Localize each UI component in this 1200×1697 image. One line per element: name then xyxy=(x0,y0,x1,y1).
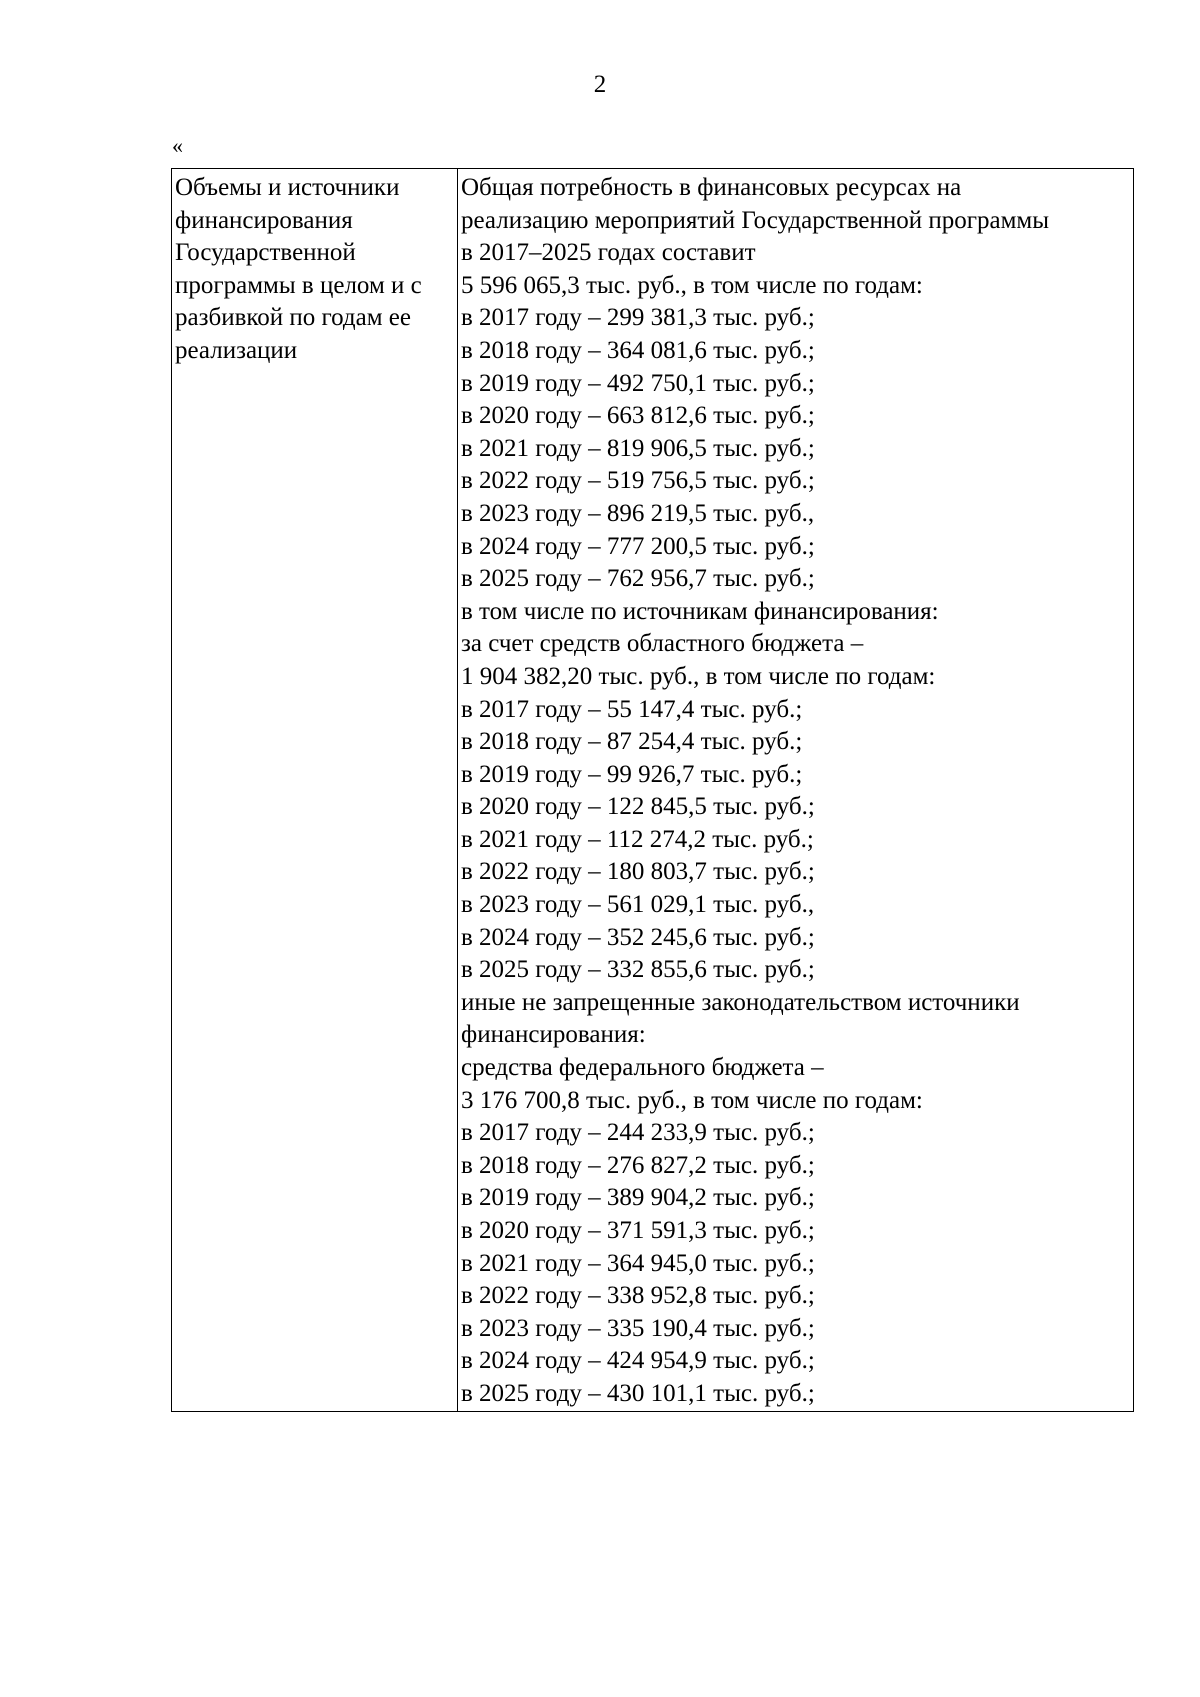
content-line: в 2019 году – 389 904,2 тыс. руб.; xyxy=(461,1184,815,1212)
content-line: в 2020 году – 371 591,3 тыс. руб.; xyxy=(461,1217,815,1244)
label-line: Объемы и источники xyxy=(175,174,400,201)
content-line: в 2021 году – 364 945,0 тыс. руб.; xyxy=(461,1249,815,1277)
label-cell xyxy=(172,169,458,1412)
content-line: в 2018 году – 87 254,4 тыс. руб.; xyxy=(461,728,803,756)
content-line: реализацию мероприятий Государственной программы xyxy=(461,206,1050,234)
content-line: в 2018 году – 276 827,2 тыс. руб.; xyxy=(461,1151,815,1179)
content-cell xyxy=(458,169,1134,1412)
content-line: в том числе по источникам финансирования: xyxy=(461,597,939,625)
content-line: в 2024 году – 424 954,9 тыс. руб.; xyxy=(461,1347,815,1375)
content-line: Общая потребность в финансовых ресурсах на xyxy=(461,174,962,201)
content-line: за счет средств областного бюджета – xyxy=(461,630,864,658)
label-line: реализации xyxy=(175,336,298,364)
page-number: 2 xyxy=(593,71,607,98)
label-line: программы в целом и с xyxy=(175,271,422,299)
content-line: в 2023 году – 896 219,5 тыс. руб., xyxy=(461,499,815,527)
content-line: в 2022 году – 519 756,5 тыс. руб.; xyxy=(461,467,815,495)
content-line: в 2017 году – 299 381,3 тыс. руб.; xyxy=(461,304,815,332)
content-line: 1 904 382,20 тыс. руб., в том числе по годам: xyxy=(461,662,936,690)
content-line: в 2020 году – 122 845,5 тыс. руб.; xyxy=(461,793,815,821)
content-line: в 2021 году – 112 274,2 тыс. руб.; xyxy=(461,825,814,853)
label-line: разбивкой по годам ее xyxy=(175,304,411,332)
content-line: 5 596 065,3 тыс. руб., в том числе по годам: xyxy=(461,271,923,299)
content-line: в 2025 году – 430 101,1 тыс. руб.; xyxy=(461,1379,815,1407)
content-line: в 2023 году – 335 190,4 тыс. руб.; xyxy=(461,1314,815,1342)
content-line: в 2022 году – 338 952,8 тыс. руб.; xyxy=(461,1282,815,1310)
content-line: в 2025 году – 332 855,6 тыс. руб.; xyxy=(461,956,815,984)
content-line: в 2019 году – 492 750,1 тыс. руб.; xyxy=(461,369,815,397)
content-line: в 2024 году – 777 200,5 тыс. руб.; xyxy=(461,532,815,560)
content-line: в 2022 году – 180 803,7 тыс. руб.; xyxy=(461,858,815,886)
content-line: в 2017 году – 244 233,9 тыс. руб.; xyxy=(461,1119,815,1147)
content-line: в 2021 году – 819 906,5 тыс. руб.; xyxy=(461,434,815,462)
label-line: Государственной xyxy=(175,239,356,267)
content-line: в 2023 году – 561 029,1 тыс. руб., xyxy=(461,891,815,919)
opening-quote-mark: « xyxy=(172,133,183,158)
content-line: финансирования: xyxy=(461,1021,646,1049)
content-line: в 2025 году – 762 956,7 тыс. руб.; xyxy=(461,565,815,593)
content-line: в 2017 году – 55 147,4 тыс. руб.; xyxy=(461,695,803,723)
content-line: в 2020 году – 663 812,6 тыс. руб.; xyxy=(461,402,815,430)
content-line: 3 176 700,8 тыс. руб., в том числе по годам: xyxy=(461,1086,923,1114)
content-line: в 2019 году – 99 926,7 тыс. руб.; xyxy=(461,760,803,788)
content-line: иные не запрещенные законодательством источники xyxy=(461,988,1020,1016)
content-line: в 2018 году – 364 081,6 тыс. руб.; xyxy=(461,336,815,364)
content-line: в 2024 году – 352 245,6 тыс. руб.; xyxy=(461,923,815,951)
content-line: в 2017–2025 годах составит xyxy=(461,239,756,267)
content-line: средства федерального бюджета – xyxy=(461,1054,824,1082)
table-row xyxy=(172,169,1134,1412)
label-line: финансирования xyxy=(175,206,353,234)
financing-table xyxy=(171,168,1134,1412)
